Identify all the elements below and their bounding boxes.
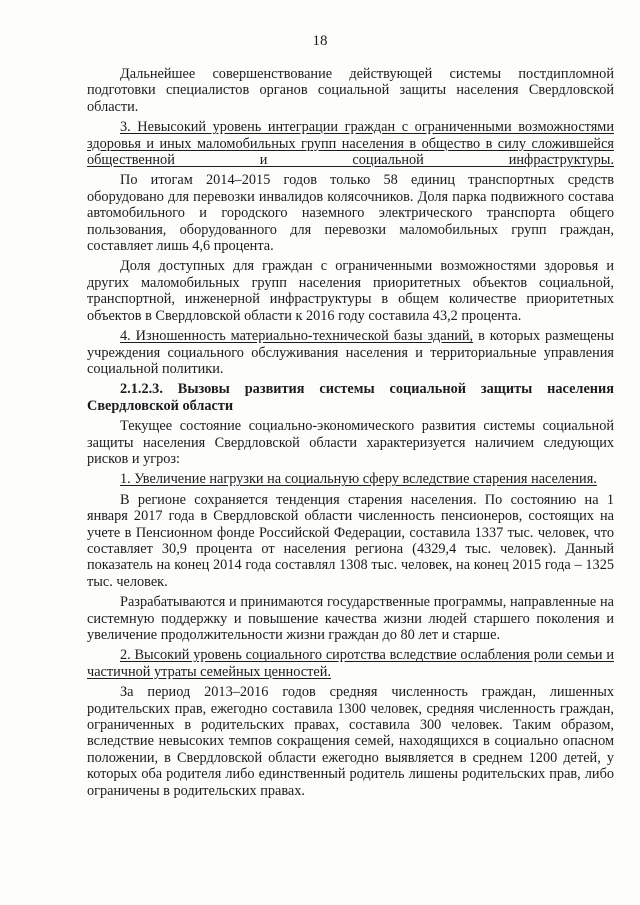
paragraph-programs: Разрабатываются и принимаются государственные программы, направленные на системную поддержку и повышение качества жизни людей старшего поколения и увеличение продолжительности жизни граждан до 80 лет и старше. [87, 594, 614, 643]
paragraph-current-state: Текущее состояние социально-экономического развития системы социальной защиты населения Свердловской области характеризуется наличием следующих рисков и угроз: [87, 418, 614, 467]
threat-heading-aging: 1. Увеличение нагрузки на социальную сферу вследствие старения населения. [120, 471, 597, 488]
page-number: 18 [312, 33, 328, 49]
risk-heading-buildings: 4. Изношенность материально-технической базы зданий, [120, 328, 474, 345]
paragraph-orphanhood: За период 2013–2016 годов средняя численность граждан, лишенных родительских прав, ежегодно составила 1300 человек, средняя численность граждан, ограниченных в родительских правах, составила 300 человек. Таким образом, вследствие невысоких темпов сокращения семей, находящихся в социально опасном положении, в Свердловской области ежегодно выявляется в среднем 1200 детей, у которых оба родителя либо единственный родитель лишены родительских прав, либо ограничены в родительских правах. [87, 684, 614, 799]
paragraph-training: Дальнейшее совершенствование действующей системы постдипломной подготовки специалистов органов социальной защиты населения Свердловской области. [87, 66, 614, 115]
document-body [87, 66, 614, 803]
paragraph-worn-buildings [87, 328, 614, 377]
paragraph-accessibility: Доля доступных для граждан с ограниченными возможностями здоровья и других маломобильных групп населения приоритетных объектов социальной, транспортной, инженерной инфраструктуры в общем количестве приоритетных объектов в Свердловской области к 2016 году составила 43,2 процента. [87, 258, 614, 324]
threat-heading-orphanhood: 2. Высокий уровень социального сиротства вследствие ослабления роли семьи и частичной утраты семейных ценностей. [87, 647, 614, 680]
section-heading-challenges: 2.1.2.3. Вызовы развития системы социальной защиты населения Свердловской области [87, 381, 614, 414]
paragraph-transport: По итогам 2014–2015 годов только 58 единиц транспортных средств оборудовано для перевозки инвалидов колясочников. Доля парка подвижного состава автомобильного и городского наземного электрического транспорта общего пользования, оборудованного для перевозки маломобильных групп граждан, составляет лишь 4,6 процента. [87, 172, 614, 255]
paragraph-buildings-text: в которых размещены учреждения социального обслуживания населения и территориальные управления социальной политики. [87, 328, 614, 377]
paragraph-aging: В регионе сохраняется тенденция старения населения. По состоянию на 1 января 2017 года в Свердловской области численность пенсионеров, состоящих на учете в Пенсионном фонде Российской Федерации, составила 1337 тыс. человек, что составляет 30,9 процента от населения региона (4329,4 тыс. человек). Данный показатель на конец 2014 года составлял 1308 тыс. человек, на конец 2015 года – 1325 тыс. человек. [87, 491, 614, 590]
risk-heading-integration: 3. Невысокий уровень интеграции граждан с ограниченными возможностями здоровья и иных маломобильных групп населения в общество в силу сложившейся общественной и социальной инфраструктуры. [87, 119, 614, 169]
